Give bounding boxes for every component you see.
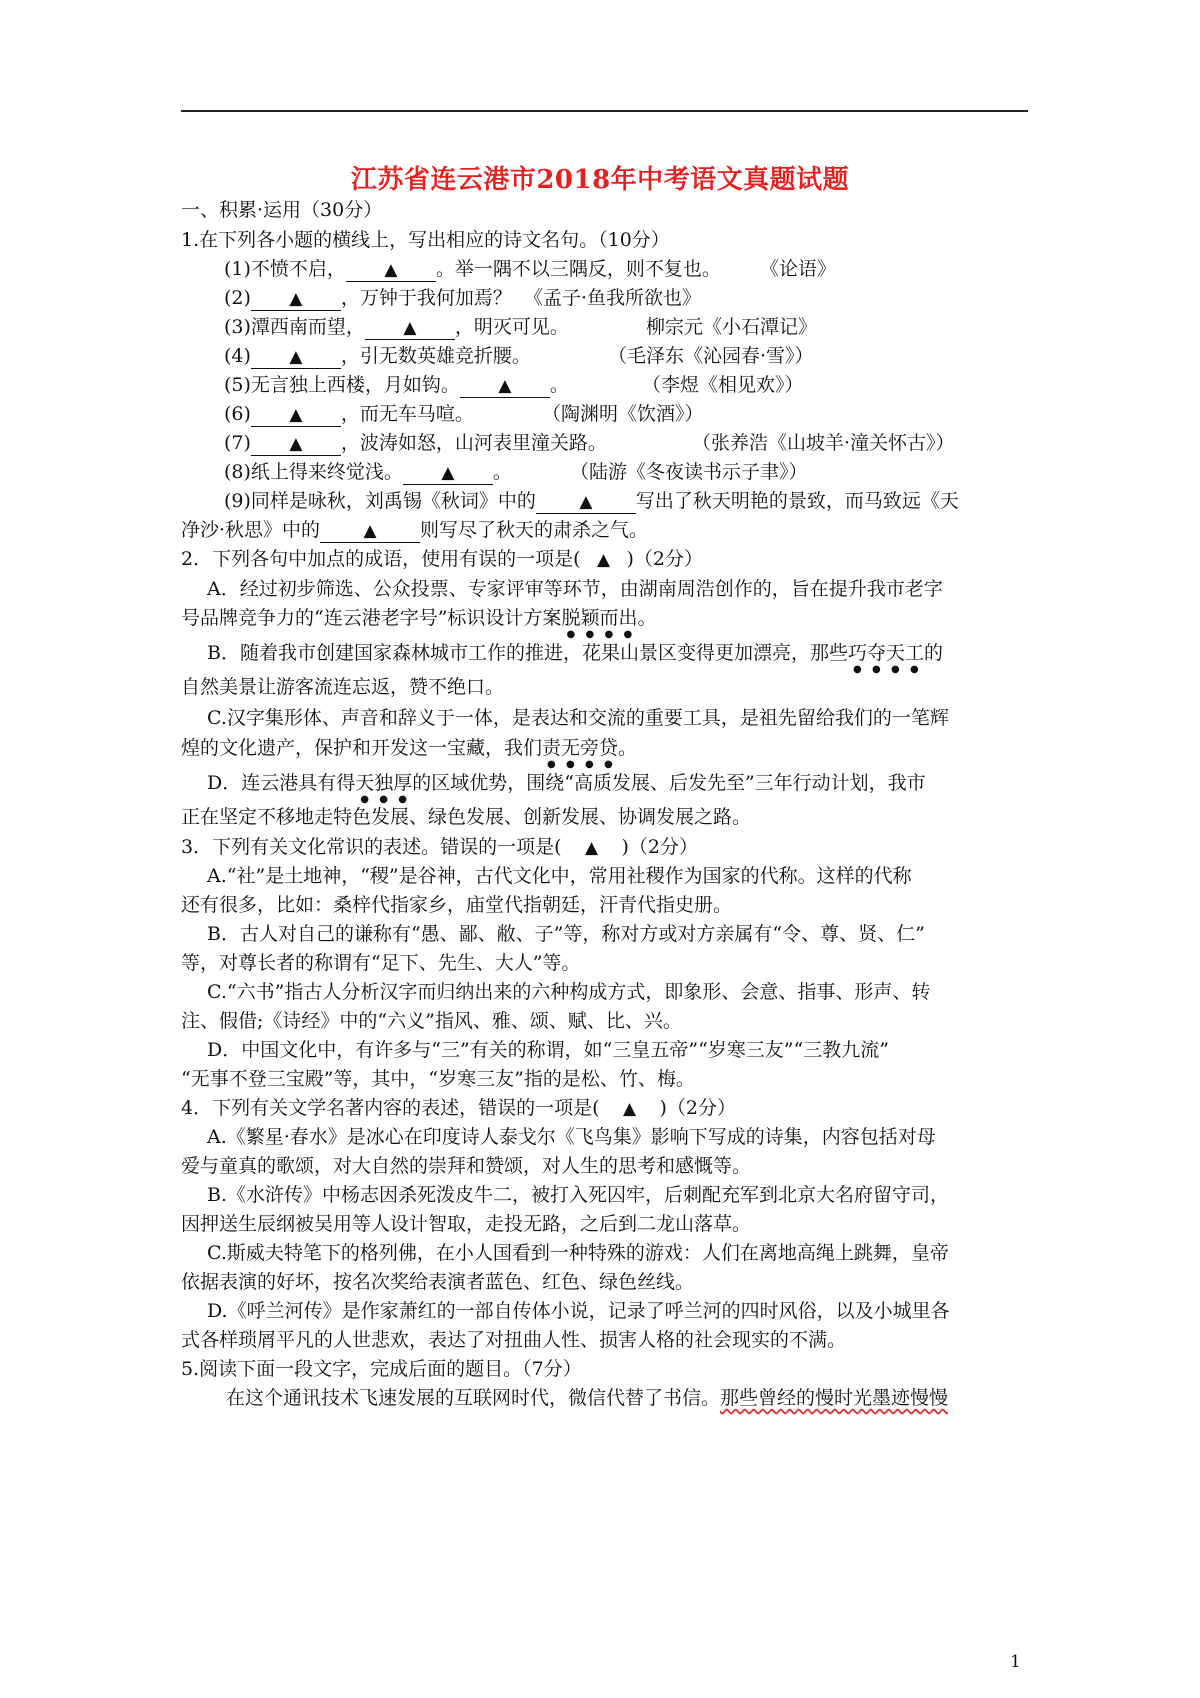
answer-blank[interactable]: ▲	[536, 491, 636, 514]
q2-option-b-line1: B．随着我市创建国家森林城市工作的推进，花果山景区变得更加漂亮，那些巧夺天工的	[207, 642, 943, 664]
q4-option-b-line2: 因押送生辰纲被吴用等人设计智取，走投无路，之后到二龙山落草。	[181, 1213, 752, 1235]
q1-item-9-line1: (9)同样是咏秋，刘禹锡《秋词》中的 ▲ 写出了秋天明艳的景致，而马致远《天	[224, 490, 959, 512]
q4-option-b-line1: B.《水浒传》中杨志因杀死泼皮牛二，被打入死囚牢，后刺配充军到北京大名府留守司，	[207, 1184, 950, 1206]
answer-blank[interactable]: ▲	[403, 462, 493, 485]
q1-item-1: (1)不愤不启， ▲ 。举一隅不以三隅反，则不复也。	[224, 258, 721, 280]
q1-item-8-source: （陆游《冬夜读书示子聿》）	[570, 461, 808, 483]
q4-option-d-line2: 式各样琐屑平凡的人世悲欢，表达了对扭曲人性、损害人格的社会现实的不满。	[181, 1329, 847, 1351]
dotted-idiom: 巧夺天工	[847, 642, 924, 664]
q1-item-2: (2) ▲ ，万钟于我何加焉？	[224, 287, 512, 309]
answer-blank[interactable]: ▲	[365, 317, 455, 340]
q1-item-3: (3)潭西南而望， ▲ ，明灭可见。	[224, 316, 569, 338]
q1-item-8: (8)纸上得来终觉浅。 ▲ 。	[224, 461, 512, 483]
q4-option-a-line2: 爱与童真的歌颂，对大自然的崇拜和赞颂，对人生的思考和感慨等。	[181, 1155, 752, 1177]
page-number: 1	[1010, 1652, 1021, 1672]
q1-item-4-source: （毛泽东《沁园春·雪》）	[608, 345, 814, 367]
wavy-underlined-text: 那些曾经的慢时光墨迹慢慢	[720, 1387, 949, 1409]
q3-option-a-line1: A.“社”是土地神，“稷”是谷神，古代文化中，常用社稷作为国家的代称。这样的代称	[207, 865, 912, 887]
q2-option-c-line1: C.汉字集形体、声音和辞义于一体，是表达和交流的重要工具，是祖先留给我们的一笔辉	[207, 707, 949, 729]
q4-option-a-line1: A.《繁星·春水》是冰心在印度诗人泰戈尔《飞鸟集》影响下写成的诗集，内容包括对母	[207, 1126, 936, 1148]
q1-item-3-source: 柳宗元《小石潭记》	[646, 316, 818, 338]
q1-item-1-source: 《论语》	[760, 258, 837, 280]
answer-blank[interactable]: ▲	[251, 288, 341, 311]
answer-blank[interactable]: ▲	[251, 433, 341, 456]
q1-item-6-source: （陶渊明《饮酒》）	[542, 403, 704, 425]
question-1-stem: 1.在下列各小题的横线上，写出相应的诗文名句。（10分）	[181, 229, 670, 251]
q3-option-b-line2: 等，对尊长者的称谓有“足下、先生、大人”等。	[181, 952, 581, 974]
q1-item-7-source: （张养浩《山坡羊·潼关怀古》）	[692, 432, 955, 454]
header-rule	[181, 110, 1028, 112]
q2-option-c-line2: 煌的文化遗产，保护和开发这一宝藏，我们责无旁贷。	[181, 737, 638, 759]
answer-slot[interactable]: ▲	[596, 550, 611, 570]
answer-blank[interactable]: ▲	[251, 404, 341, 427]
answer-slot[interactable]: ▲	[622, 1099, 637, 1119]
q3-option-c-line1: C.“六书”指古人分析汉字而归纳出来的六种构成方式，即象形、会意、指事、形声、转	[207, 981, 931, 1003]
q4-option-c-line2: 依据表演的好坏，按名次奖给表演者蓝色、红色、绿色丝线。	[181, 1271, 695, 1293]
section-heading: 一、积累·运用（30分）	[181, 199, 383, 221]
q2-option-d-line1: D．连云港具有得天独厚的区域优势，围绕“高质发展、后发先至”三年行动计划，我市	[207, 772, 926, 794]
q3-option-d-line1: D．中国文化中，有许多与“三”有关的称谓，如“三皇五帝”“岁寒三友”“三教九流”	[207, 1039, 889, 1061]
q2-option-d-line2: 正在坚定不移地走特色发展、绿色发展、创新发展、协调发展之路。	[181, 806, 752, 828]
answer-blank[interactable]: ▲	[320, 520, 420, 543]
q1-item-2-source: 《孟子·鱼我所欲也》	[524, 287, 702, 309]
q4-option-c-line1: C.斯威夫特笔下的格列佛，在小人国看到一种特殊的游戏：人们在离地高绳上跳舞，皇帝	[207, 1242, 949, 1264]
q1-item-5-source: （李煜《相见欢》）	[642, 374, 804, 396]
q1-item-7: (7) ▲ ，波涛如怒，山河表里潼关路。	[224, 432, 607, 454]
q1-item-4: (4) ▲ ，引无数英雄竞折腰。	[224, 345, 531, 367]
q3-option-d-line2: “无事不登三宝殿”等，其中，“岁寒三友”指的是松、竹、梅。	[181, 1068, 695, 1090]
question-3-stem: 3．下列有关文化常识的表述。错误的一项是( ▲ )（2分）	[181, 834, 698, 861]
dotted-idiom: 脱颖而出	[561, 607, 638, 629]
q2-option-a-line2: 号品牌竞争力的“连云港老字号”标识设计方案脱颖而出。	[181, 607, 657, 629]
q1-item-6: (6) ▲ ，而无车马喧。	[224, 403, 474, 425]
dotted-idiom: 天独厚	[355, 772, 413, 794]
question-4-stem: 4．下列有关文学名著内容的表述，错误的一项是( ▲ )（2分）	[181, 1095, 736, 1122]
answer-blank[interactable]: ▲	[460, 375, 550, 398]
q3-option-b-line1: B．古人对自己的谦称有“愚、鄙、敝、子”等，称对方或对方亲属有“令、尊、贤、仁”	[207, 923, 925, 945]
q3-option-c-line2: 注、假借;《诗经》中的“六义”指风、雅、颂、赋、比、兴。	[181, 1010, 682, 1032]
answer-blank[interactable]: ▲	[251, 346, 341, 369]
question-2-stem: 2．下列各句中加点的成语，使用有误的一项是( ▲ )（2分）	[181, 546, 703, 573]
q1-item-5: (5)无言独上西楼，月如钩。 ▲ 。	[224, 374, 569, 396]
q4-option-d-line1: D.《呼兰河传》是作家萧红的一部自传体小说，记录了呼兰河的四时风俗，以及小城里各	[207, 1300, 950, 1322]
q1-item-9-line2: 净沙·秋思》中的 ▲ 则写尽了秋天的肃杀之气。	[181, 519, 649, 541]
q2-option-b-line2: 自然美景让游客流连忘返，赞不绝口。	[181, 676, 505, 698]
answer-blank[interactable]: ▲	[346, 259, 436, 282]
answer-slot[interactable]: ▲	[584, 838, 599, 858]
question-5-stem: 5.阅读下面一段文字，完成后面的题目。（7分）	[181, 1358, 582, 1380]
q5-passage-line: 在这个通讯技术飞速发展的互联网时代，微信代替了书信。那些曾经的慢时光墨迹慢慢	[226, 1387, 949, 1409]
q2-option-a-line1: A．经过初步筛选、公众投票、专家评审等环节，由湖南周浩创作的，旨在提升我市老字	[207, 578, 943, 600]
q3-option-a-line2: 还有很多，比如：桑梓代指家乡，庙堂代指朝廷，汗青代指史册。	[181, 894, 733, 916]
page-title: 江苏省连云港市2018年中考语文真题试题	[350, 165, 850, 195]
dotted-idiom: 责无旁贷	[542, 737, 619, 759]
